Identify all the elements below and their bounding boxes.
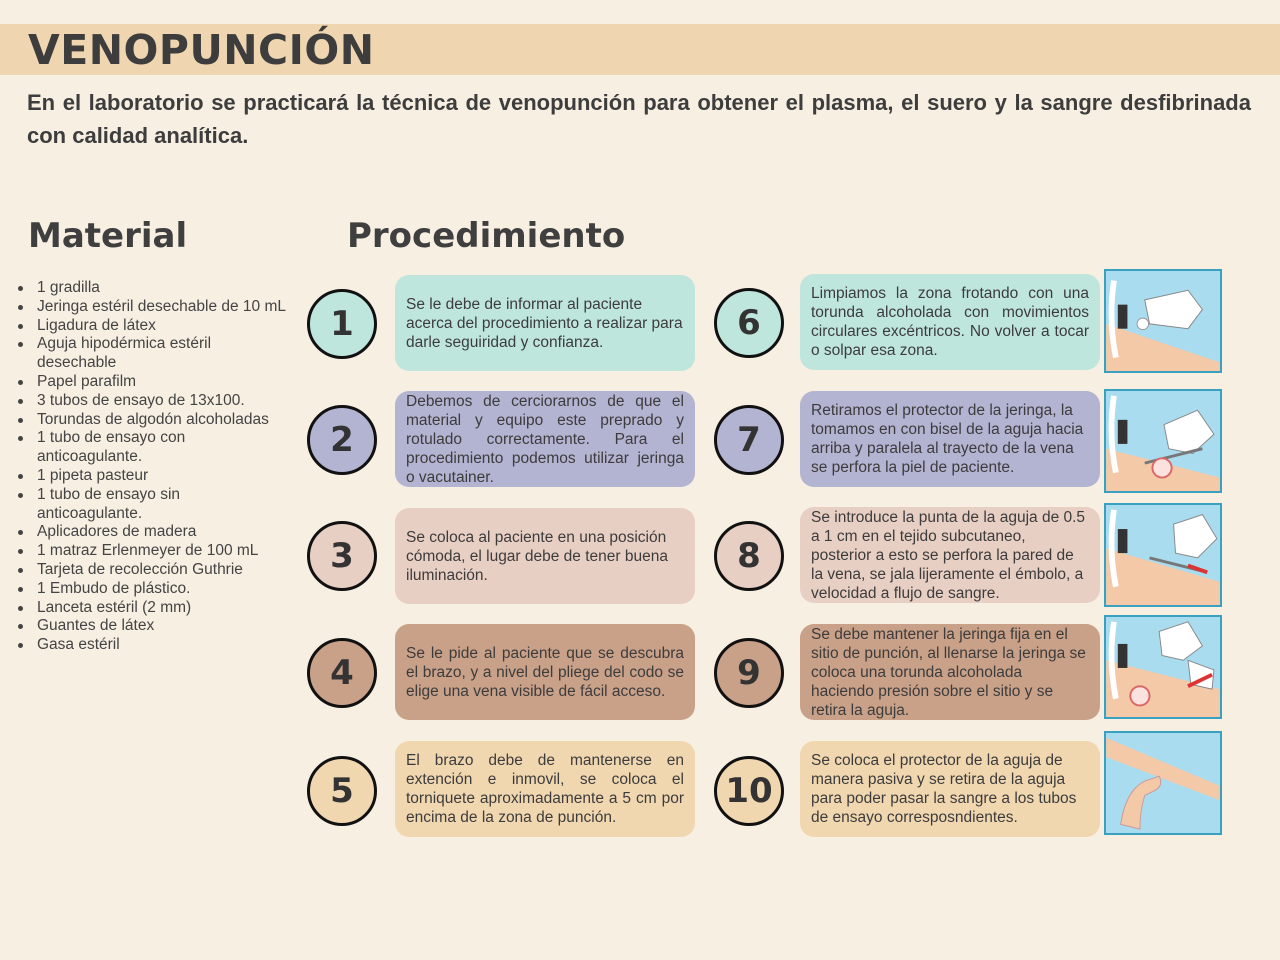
material-list [37, 279, 287, 655]
arm-cleaning-icon [1106, 271, 1220, 371]
step-6-text: Limpiamos la zona frotando con una torunda alcoholada con movimientos circulares excéntricos. No volver a tocar o solpar esa zona. [811, 285, 1089, 359]
step-4-text: Se le pide al paciente que se descubra el brazo, y a nivel del pliege del codo se elige una vena visible de fácil acceso. [406, 644, 684, 700]
step-5-box [395, 741, 695, 837]
page-title: VENOPUNCIÓN [28, 26, 375, 74]
needle-insertion-icon [1106, 391, 1220, 491]
arm-pressure-icon [1106, 733, 1220, 833]
step-5-number: 5 [307, 756, 377, 826]
needle-withdraw-icon [1106, 617, 1220, 717]
step-4-number: 4 [307, 638, 377, 708]
step-4-box [395, 624, 695, 720]
material-item: 1 Embudo de plástico. [37, 580, 287, 599]
step-9-illustration [1104, 615, 1222, 719]
material-item: Tarjeta de recolección Guthrie [37, 561, 287, 580]
material-item: Torundas de algodón alcoholadas [37, 411, 287, 430]
step-1-number: 1 [307, 289, 377, 359]
step-7-text: Retiramos el protector de la jeringa, la tomamos en con bisel de la aguja hacia arriba y paralela al trayecto de la vena se perfora la piel de paciente. [811, 402, 1084, 476]
material-item: 1 tubo de ensayo con anticoagulante. [37, 429, 287, 467]
syringe-draw-icon [1106, 505, 1220, 605]
step-5-text: El brazo debe de mantenerse en extención e inmovil, se coloca el torniquete aproximadamente a 5 cm por encima de la zona de punción. [406, 752, 684, 826]
material-item: 1 tubo de ensayo sin anticoagulante. [37, 486, 287, 524]
step-8-text: Se introduce la punta de la aguja de 0.5 a 1 cm en el tejido subcutaneo, posterior a esto se perfora la pared de la vena, se jala lijeramente el émbolo, a velocidad a flujo de sangre. [811, 508, 1086, 602]
material-item: 3 tubos de ensayo de 13x100. [37, 392, 287, 411]
step-8-box [800, 507, 1100, 603]
material-item: 1 matraz Erlenmeyer de 100 mL [37, 542, 287, 561]
step-6-illustration [1104, 269, 1222, 373]
step-10-text: Se coloca el protector de la aguja de manera pasiva y se retira de la aguja para poder pasar la sangre a los tubos de ensayo corresposndientes. [811, 752, 1077, 826]
material-item: Aguja hipodérmica estéril desechable [37, 335, 287, 373]
step-9-text: Se debe mantener la jeringa fija en el sitio de punción, al llenarse la jeringa se coloca una torunda alcoholada haciendo presión sobre el sitio y se retira la aguja. [811, 625, 1086, 719]
step-10-number: 10 [714, 756, 784, 826]
material-item: Guantes de látex [37, 617, 287, 636]
step-7-number: 7 [714, 405, 784, 475]
step-7-illustration [1104, 389, 1222, 493]
step-3-text: Se coloca al paciente en una posición cómoda, el lugar debe de tener buena iluminación. [406, 528, 668, 584]
step-7-box [800, 391, 1100, 487]
material-item: Lanceta estéril (2 mm) [37, 599, 287, 618]
material-item: Aplicadores de madera [37, 523, 287, 542]
material-item: Jeringa estéril desechable de 10 mL [37, 297, 287, 315]
step-2-text: Debemos de cerciorarnos de que el material y equipo este preprado y rotulado correctamente. Para el procedimiento podemos utilizar jeringa o vacutainer. [406, 392, 684, 486]
material-heading: Material [28, 216, 188, 256]
intro-text: En el laboratorio se practicará la técnica de venopunción para obtener el plasma, el suero y la sangre desfibrinada con calidad analítica. [27, 90, 1251, 148]
step-10-box [800, 741, 1100, 837]
material-item: 1 gradilla [37, 279, 287, 298]
step-6-box [800, 274, 1100, 370]
step-6-number: 6 [714, 288, 784, 358]
material-item: Ligadura de látex [37, 317, 287, 336]
step-8-illustration [1104, 503, 1222, 607]
step-8-number: 8 [714, 521, 784, 591]
step-9-box [800, 624, 1100, 720]
step-2-number: 2 [307, 405, 377, 475]
material-item: Papel parafilm [37, 373, 287, 392]
step-1-text: Se le debe de informar al paciente acerca del procedimiento a realizar para darle seguiridad y confianza. [406, 295, 683, 351]
step-3-box [395, 508, 695, 604]
step-10-illustration [1104, 731, 1222, 835]
step-3-number: 3 [307, 521, 377, 591]
material-item: 1 pipeta pasteur [37, 467, 287, 486]
step-2-box [395, 391, 695, 487]
step-9-number: 9 [714, 638, 784, 708]
procedure-heading: Procedimiento [347, 216, 626, 256]
material-item: Gasa estéril [37, 636, 287, 655]
step-1-box [395, 275, 695, 371]
